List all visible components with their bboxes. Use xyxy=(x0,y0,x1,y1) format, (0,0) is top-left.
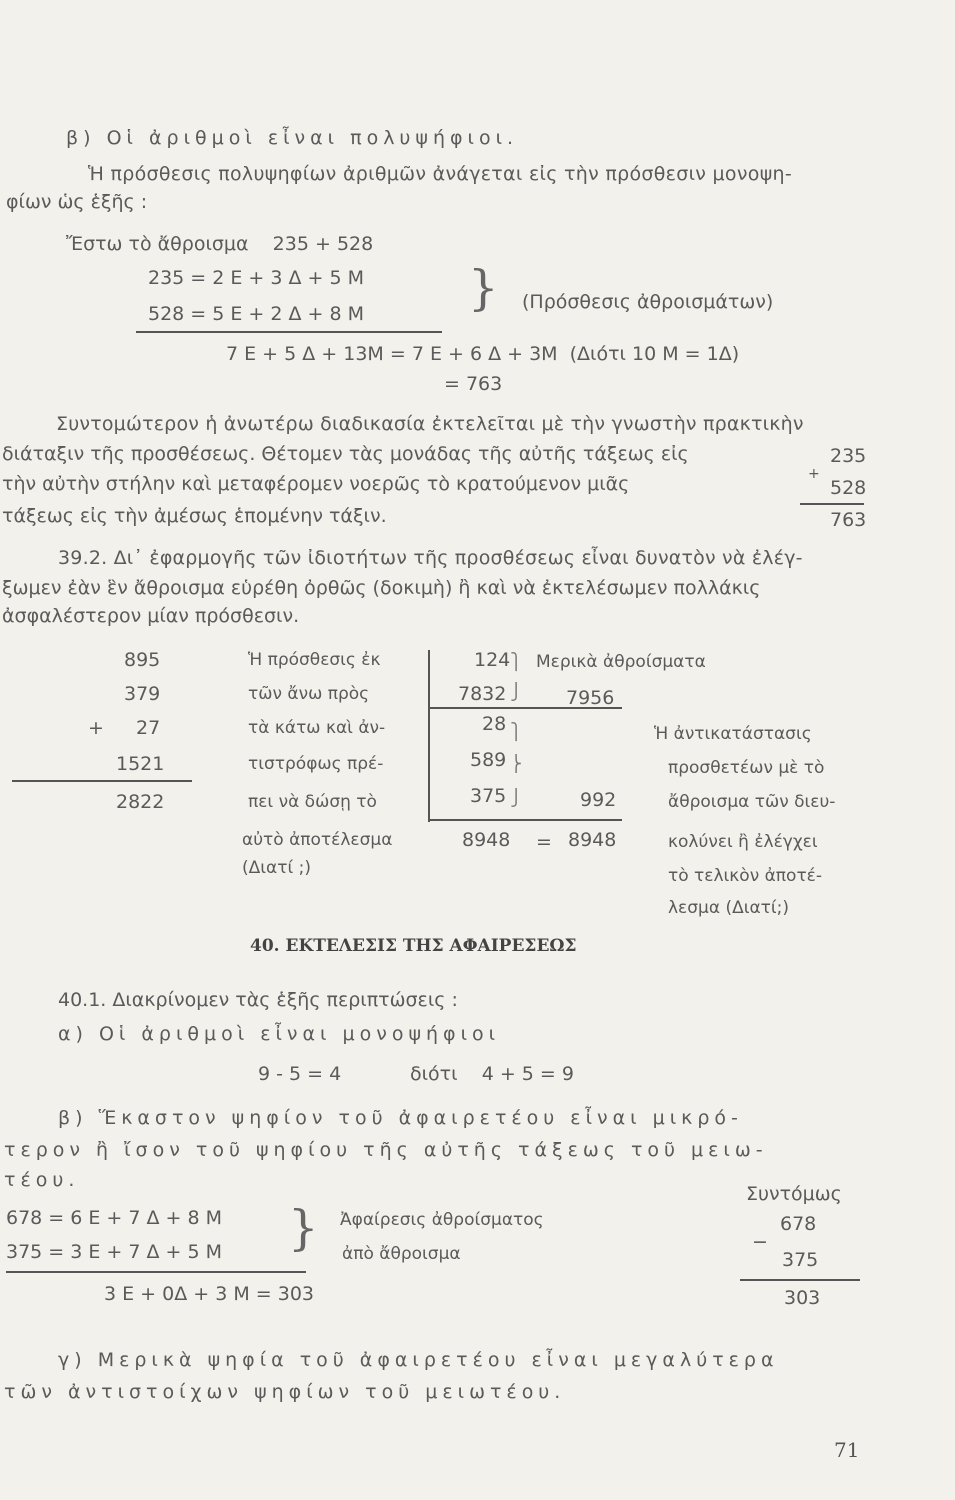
case-beta-line3: τέου. xyxy=(4,1169,80,1191)
paragraph-line4: τάξεως εἰς τὴν ἀμέσως ἑπομένην τάξιν. xyxy=(2,505,387,527)
partial-total-8948: 8948 xyxy=(568,829,617,851)
side-sum-763: 763 xyxy=(830,509,867,531)
case-gamma-line2: τῶν ἀντιστοίχων ψηφίων τοῦ μειωτέου. xyxy=(4,1381,566,1403)
case-beta-line1: β) Ἕκαστον ψηφίον τοῦ ἀφαιρετέου εἶναι μικρό- xyxy=(58,1107,743,1129)
left-addend-1521: 1521 xyxy=(116,753,165,775)
bracket-3: ⎫ xyxy=(510,722,522,741)
side-addend-235: 235 xyxy=(830,445,867,467)
section-b-title: β) Οἱ ἀριθμοὶ εἶναι πολυψήφιοι. xyxy=(66,127,519,149)
right-addend-124: 124 xyxy=(474,649,511,671)
total-rule xyxy=(430,819,622,821)
example-statement: Ἔστω τὸ ἄθροισμα 235 + 528 xyxy=(66,233,374,255)
case-beta-line2: τερον ἢ ἴσον τοῦ ψηφίου τῆς αὐτῆς τάξεως τοῦ μειω- xyxy=(4,1139,768,1161)
shortly-label: Συντόμως xyxy=(746,1183,842,1205)
left-addend-895: 895 xyxy=(124,649,161,671)
section-39-2-line1: 39.2. Δι᾽ ἐφαρμογῆς τῶν ἰδιοτήτων τῆς προσθέσεως εἶναι δυνατὸν νὰ ἐλέγ- xyxy=(58,547,803,569)
bracket-2: ⎭ xyxy=(510,682,522,701)
sum-of-sums-note: (Πρόσθεσις ἀθροισμάτων) xyxy=(522,291,774,313)
mid-text-line5: πει νὰ δώσῃ τὸ xyxy=(248,792,377,812)
section-b-intro-line2: φίων ὡς ἑξῆς : xyxy=(6,191,148,213)
paragraph-line2: διάταξιν τῆς προσθέσεως. Θέτομεν τὰς μονάδας τῆς αὐτῆς τάξεως εἰς xyxy=(2,443,689,465)
left-plus-sign: + xyxy=(88,717,104,739)
short-rule xyxy=(740,1279,860,1281)
short-result-303: 303 xyxy=(784,1287,821,1309)
right-text-line2: προσθετέων μὲ τὸ xyxy=(668,758,825,778)
right-addend-7832: 7832 xyxy=(458,683,507,705)
paragraph-line1: Συντομώτερον ἡ ἀνωτέρω διαδικασία ἐκτελεῖται μὲ τὴν γνωστὴν πρακτικὴν xyxy=(56,413,804,435)
mid-text-line3: τὰ κάτω καὶ ἀν- xyxy=(248,718,386,738)
left-sum-2822: 2822 xyxy=(116,791,165,813)
right-text-line3: ἄθροισμα τῶν διευ- xyxy=(668,792,836,812)
right-addend-375: 375 xyxy=(470,785,507,807)
left-addend-27: 27 xyxy=(136,717,161,739)
bracket-5: ⎭ xyxy=(510,788,522,807)
section-b-intro-line1: Ἡ πρόσθεσις πολυψηφίων ἀριθμῶν ἀνάγεται εἰς τὴν πρόσθεσιν μονοψη- xyxy=(88,163,793,185)
short-minus-sign: − xyxy=(752,1231,768,1253)
left-addend-379: 379 xyxy=(124,683,161,705)
subtraction-note-line1: Ἀφαίρεσις ἀθροίσματος xyxy=(340,1210,544,1230)
side-sum-rule xyxy=(800,503,864,505)
bracket-1: ⎫ xyxy=(510,652,522,671)
subtraction-rule xyxy=(6,1271,306,1273)
example-because: διότι 4 + 5 = 9 xyxy=(410,1063,574,1085)
brace-icon-2: } xyxy=(288,1200,319,1256)
right-text-line1: Ἡ ἀντικατάστασις xyxy=(654,724,812,744)
mid-text-line1: Ἡ πρόσθεσις ἐκ xyxy=(248,650,381,670)
partial-sum-992: 992 xyxy=(580,789,617,811)
expanded-sum: 7 Ε + 5 Δ + 13Μ = 7 Ε + 6 Δ + 3Μ (Διότι 10 Μ = 1Δ) xyxy=(226,343,740,365)
mid-text-line7: (Διατί ;) xyxy=(242,858,311,878)
bracket-4: ⎬ xyxy=(510,754,522,773)
page-number: 71 xyxy=(834,1438,860,1462)
mid-text-line4: τιστρόφως πρέ- xyxy=(248,754,384,774)
right-addend-28: 28 xyxy=(482,713,507,735)
example-9-minus-5: 9 - 5 = 4 xyxy=(258,1063,342,1085)
mid-text-line6: αὐτὸ ἀποτέλεσμα xyxy=(242,830,393,850)
decomposition-678: 678 = 6 Ε + 7 Δ + 8 Μ xyxy=(6,1207,223,1229)
section-40-1-line: 40.1. Διακρίνομεν τὰς ἑξῆς περιπτώσεις : xyxy=(58,989,458,1011)
expanded-result: = 763 xyxy=(444,373,503,395)
mid-text-line2: τῶν ἄνω πρὸς xyxy=(248,684,370,704)
section-40-heading: 40. ΕΚΤΕΛΕΣΙΣ ΤΗΣ ΑΦΑΙΡΕΣΕΩΣ xyxy=(250,936,577,956)
decomposition-528: 528 = 5 Ε + 2 Δ + 8 Μ xyxy=(148,303,365,325)
left-sum-rule xyxy=(12,780,192,782)
decomposition-235: 235 = 2 Ε + 3 Δ + 5 Μ xyxy=(148,267,365,289)
subtraction-note-line2: ἀπὸ ἄθροισμα xyxy=(342,1244,461,1264)
case-alpha: α) Οἱ ἀριθμοὶ εἶναι μονοψήφιοι xyxy=(58,1023,501,1045)
right-addend-589: 589 xyxy=(470,749,507,771)
subtraction-result: 3 Ε + 0Δ + 3 Μ = 303 xyxy=(104,1283,315,1305)
section-39-2-line3: ἀσφαλέστερον μίαν πρόσθεσιν. xyxy=(2,605,300,627)
right-text-line5: τὸ τελικὸν ἀποτέ- xyxy=(668,866,822,886)
short-minuend-678: 678 xyxy=(780,1213,817,1235)
right-text-line4: κολύνει ἢ ἐλέγχει xyxy=(668,832,818,852)
short-subtrahend-375: 375 xyxy=(782,1249,819,1271)
brace-icon: } xyxy=(468,260,499,316)
column-divider xyxy=(428,650,430,822)
partial-sums-label: Μερικὰ ἀθροίσματα xyxy=(536,652,706,672)
sum-rule xyxy=(136,331,442,333)
paragraph-line3: τὴν αὐτὴν στήλην καὶ μεταφέρομεν νοερῶς τὸ κρατούμενον μιᾶς xyxy=(2,473,630,495)
decomposition-375: 375 = 3 Ε + 7 Δ + 5 Μ xyxy=(6,1241,223,1263)
side-addend-528: 528 xyxy=(830,477,867,499)
section-39-2-line2: ξωμεν ἐὰν ἓν ἄθροισμα εὑρέθη ὀρθῶς (δοκιμὴ) ἢ καὶ νὰ ἐκτελέσωμεν πολλάκις xyxy=(2,577,761,599)
side-plus-sign: + xyxy=(808,466,820,482)
partial-sum-7956: 7956 xyxy=(566,687,615,709)
case-gamma-line1: γ) Μερικὰ ψηφία τοῦ ἀφαιρετέου εἶναι μεγαλύτερα xyxy=(58,1349,779,1371)
equals-sign: = xyxy=(536,831,552,853)
right-text-line6: λεσμα (Διατί;) xyxy=(668,898,790,918)
right-total-8948: 8948 xyxy=(462,829,511,851)
